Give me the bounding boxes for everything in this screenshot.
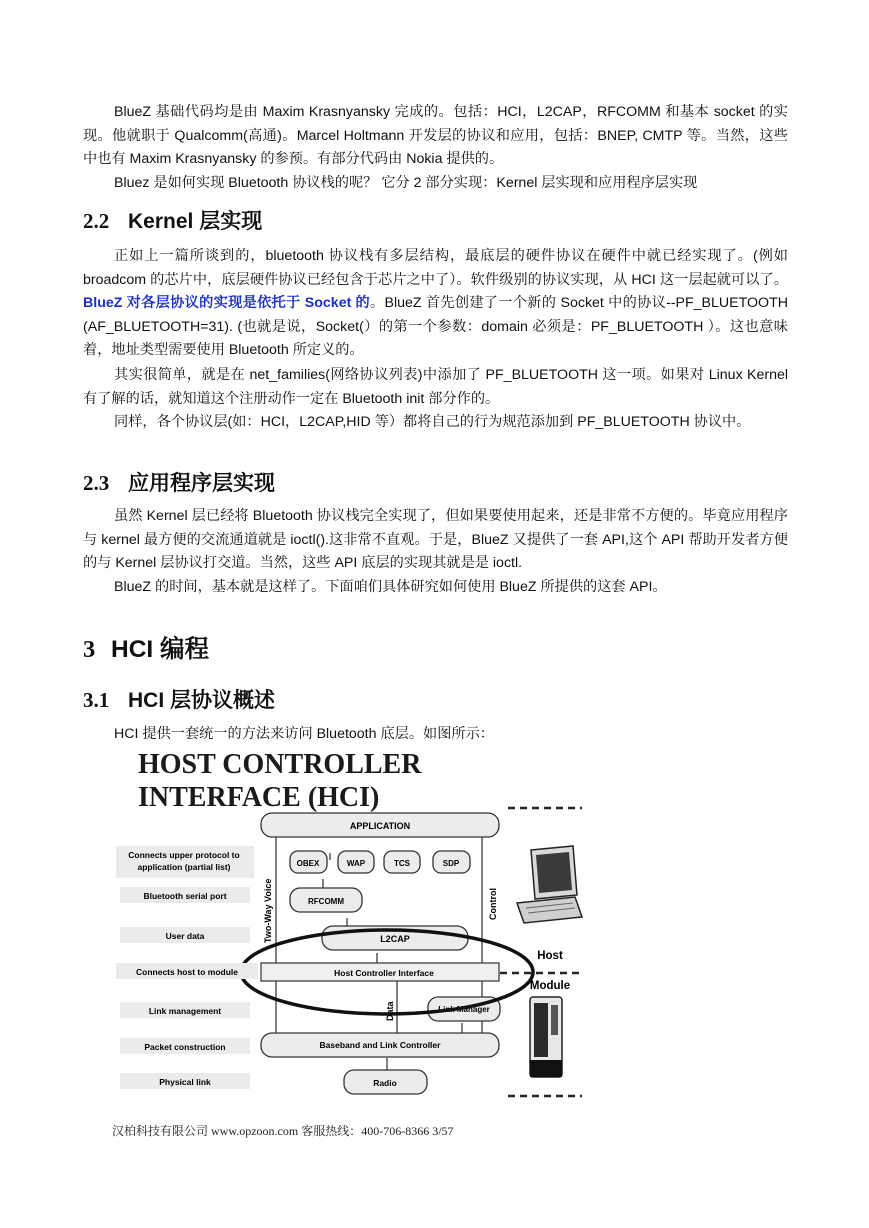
heading-3-1 [83, 684, 275, 714]
left-label: Connects host to module [136, 967, 238, 977]
left-label: Connects upper protocol to [128, 850, 240, 860]
bluetooth-module-icon [530, 997, 562, 1077]
heading-number: 3 [83, 636, 96, 663]
two-way-voice-label: Two-Way Voice [263, 878, 273, 943]
application-label: APPLICATION [349, 821, 411, 831]
hci-diagram [112, 745, 602, 1105]
hci-label: Host Controller Interface [334, 968, 434, 978]
highlighted-text: BlueZ 对各层协议的实现是依托于 Socket 的 [83, 295, 371, 312]
left-label: User data [165, 931, 205, 941]
paragraph-net-families: 其实很简单，就是在 net_families(网络协议列表)中添加了 PF_BLUETOOTH 这一项。如果对 Linux Kernel 有了解的话，就知道这个注册动作一定在 Bluetooth init 部分作的。 [83, 367, 789, 407]
paragraph-protocol-layers: 同样，各个协议层(如：HCI，L2CAP,HID 等）都将自己的行为规范添加到 PF_BLUETOOTH 协议中。 [114, 414, 751, 430]
heading-2-3 [83, 467, 275, 497]
control-label: Control [488, 888, 498, 920]
link-manager-label: Link Manager [438, 1005, 490, 1014]
left-label: Bluetooth serial port [143, 891, 227, 901]
heading-text: Kernel 层实现 [128, 210, 263, 233]
diagram-title-line1: HOST CONTROLLER [138, 749, 422, 780]
tcs-label: TCS [394, 859, 410, 868]
l2cap-label: L2CAP [380, 934, 410, 944]
laptop-icon [517, 846, 582, 923]
paragraph-bluez-authors: BlueZ 基础代码均是由 Maxim Krasnyansky 完成的。包括：HCI，L2CAP，RFCOMM 和基本 socket 的实现。他就职于 Qualcomm(高通)。Marcel Holtmann 开发层的协议和应用，包括：BNEP, CMTP 等。当然，这些中也有 Maxim Krasnyansky 的参预。有部分代码由 Nokia 提供的。 [83, 104, 788, 168]
left-label: application (partial list) [137, 862, 231, 872]
left-label: Physical link [159, 1077, 211, 1087]
host-label: Host [537, 950, 563, 962]
heading-text: HCI 编程 [111, 636, 209, 663]
heading-3 [83, 630, 209, 665]
diagram-title-line2: INTERFACE (HCI) [138, 782, 380, 813]
paragraph-bluez-implementation: Bluez 是如何实现 Bluetooth 协议栈的呢？ 它分 2 部分实现：Kernel 层实现和应用程序层实现 [114, 175, 698, 191]
heading-number: 2.3 [83, 471, 110, 495]
radio-label: Radio [373, 1078, 397, 1088]
paragraph-text: 。BlueZ 首先创建了一个新的 Socket 中的协议--PF_BLUETOOTH (AF_BLUETOOTH=31). (也就是说，Socket(）的第一个参数：domain 必须是：PF_BLUETOOTH ）。这也意味着，地址类型需要使用 Bluetooth 所定义的。 [83, 295, 789, 359]
paragraph-hci-intro: HCI 提供一套统一的方法来访问 Bluetooth 底层。如图所示： [114, 726, 494, 742]
obex-label: OBEX [296, 859, 320, 868]
heading-number: 2.2 [83, 209, 110, 233]
heading-number: 3.1 [83, 688, 110, 712]
paragraph-bluez-api: BlueZ 的时间，基本就是这样了。下面咱们具体研究如何使用 BlueZ 所提供的这套 API。 [114, 579, 667, 595]
page-footer: 汉柏科技有限公司 www.opzoon.com 客服热线：400-706-8366 3/57 [112, 1124, 454, 1138]
paragraph-kernel-layers [83, 245, 788, 363]
paragraph-text: 正如上一篇所谈到的，bluetooth 协议栈有多层结构，最底层的硬件协议在硬件中就已经实现了。(例如 broadcom 的芯片中，底层硬件协议已经包含于芯片之中了）。软件级别的协议实现，从 HCI 这一层起就可以了。 [83, 248, 788, 288]
left-label: Link management [148, 1006, 222, 1016]
heading-2-2 [83, 205, 262, 235]
left-label: Packet construction [144, 1042, 226, 1052]
wap-label: WAP [346, 859, 366, 868]
baseband-label: Baseband and Link Controller [319, 1040, 441, 1050]
rfcomm-label: RFCOMM [308, 897, 344, 906]
heading-text: HCI 层协议概述 [128, 689, 275, 712]
heading-text: 应用程序层实现 [128, 472, 275, 495]
module-label: Module [529, 980, 571, 992]
data-label: Data [385, 1001, 395, 1021]
paragraph-api: 虽然 Kernel 层已经将 Bluetooth 协议栈完全实现了，但如果要使用起来，还是非常不方便的。毕竟应用程序与 kernel 最方便的交流通道就是 ioctl().这非常不直观。于是，BlueZ 又提供了一套 API,这个 API 帮助开发者方便的与 Kernel 层协议打交道。当然，这些 API 底层的实现其就是是 ioctl. [83, 508, 788, 572]
sdp-label: SDP [442, 859, 460, 868]
